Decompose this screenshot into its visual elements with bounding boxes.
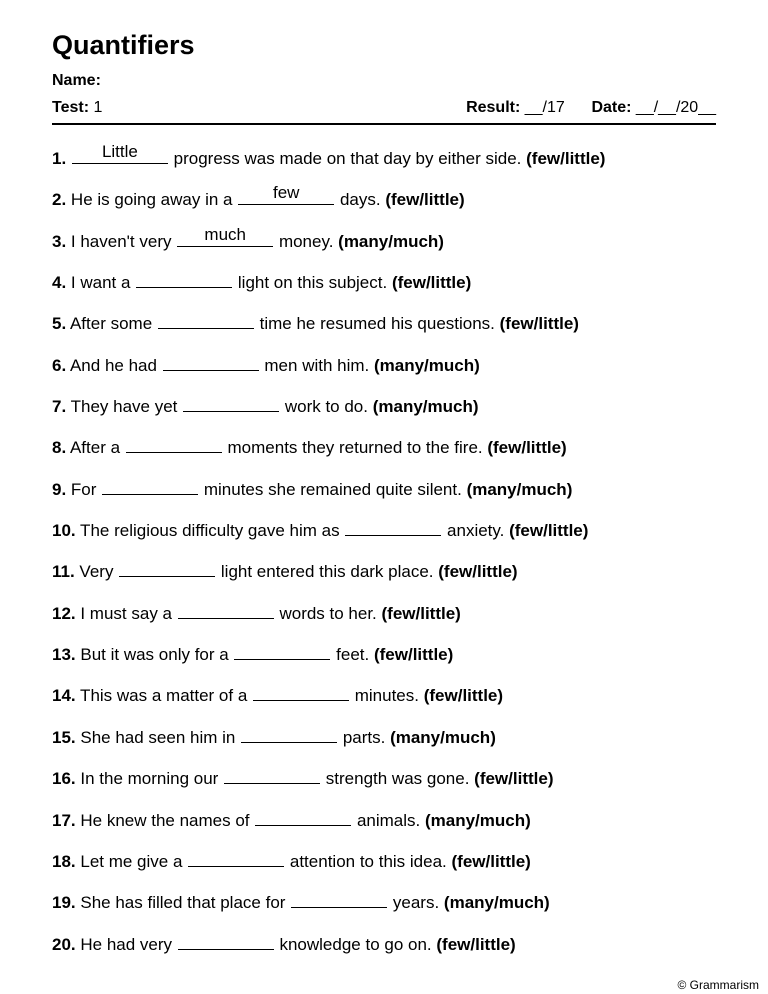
result-label: Result: [466, 99, 521, 116]
question-text-before: He had very [75, 934, 177, 954]
question-item [52, 931, 752, 972]
answer-text: few [273, 183, 300, 203]
test-label: Test: [52, 99, 90, 116]
question-number: 12. [52, 603, 76, 623]
question-item [52, 310, 752, 351]
choice-hint: (few/little) [438, 562, 518, 582]
question-text-before: I want a [66, 273, 136, 293]
answer-blank[interactable] [241, 724, 337, 743]
question-text-after: strength was gone. [321, 769, 475, 789]
question-text-before: The religious difficulty gave him as [75, 521, 345, 541]
question-number: 19. [52, 893, 76, 913]
question-text-after: time he resumed his questions. [254, 314, 500, 334]
question-item [52, 682, 752, 723]
answer-blank[interactable] [345, 517, 441, 536]
question-text-before: He is going away in a [66, 190, 238, 210]
choice-hint: (few/little) [373, 645, 454, 665]
question-item [52, 600, 752, 641]
answer-text: Little [101, 142, 138, 161]
answer-blank[interactable] [178, 931, 274, 950]
question-number: 9. [52, 479, 67, 499]
question-text-after: knowledge to go on. [274, 934, 437, 954]
question-number: 5. [52, 314, 67, 334]
question-item [52, 224, 752, 269]
answer-blank[interactable] [158, 310, 254, 329]
answer-blank[interactable] [253, 682, 349, 701]
question-text-before: Let me give a [75, 851, 188, 871]
date-value: __/__/20__ [631, 99, 716, 116]
answer-text: much [204, 224, 246, 244]
result-date-group [466, 99, 716, 117]
answer-blank[interactable] [72, 142, 168, 164]
choice-hint: (many/much) [424, 810, 531, 830]
answer-blank[interactable] [238, 183, 334, 205]
answer-blank[interactable] [102, 476, 198, 495]
question-item [52, 724, 752, 765]
question-item [52, 393, 752, 434]
choice-hint: (few/little) [499, 314, 579, 334]
question-number: 15. [52, 727, 76, 747]
choice-hint: (few/little) [509, 521, 589, 541]
question-text-before: After a [66, 438, 125, 458]
question-text-after: progress was made on that day by either side. [168, 149, 527, 168]
question-text-before: She had seen him in [75, 727, 241, 747]
question-text-after: work to do. [280, 397, 373, 417]
question-text-before [66, 149, 71, 168]
question-text-after: animals. [352, 810, 425, 830]
question-text-before: I must say a [75, 603, 177, 623]
question-text-before: But it was only for a [75, 645, 234, 665]
question-text-after: minutes. [350, 686, 424, 706]
question-text-after: days. [335, 190, 386, 210]
question-text-before: After some [66, 314, 157, 334]
question-text-before: And he had [66, 355, 162, 375]
question-text-after: money. [274, 231, 339, 251]
answer-blank[interactable] [178, 600, 274, 619]
answer-blank[interactable] [183, 393, 279, 412]
choice-hint: (many/much) [372, 397, 479, 417]
question-item [52, 889, 752, 930]
question-text-after: light on this subject. [233, 273, 392, 293]
copyright-footer: © Grammarism [677, 978, 759, 992]
choice-hint: (few/little) [451, 851, 531, 871]
choice-hint: (few/little) [436, 934, 516, 954]
question-item [52, 517, 752, 558]
question-item [52, 807, 752, 848]
question-number: 20. [52, 934, 76, 954]
choice-hint: (many/much) [373, 355, 480, 375]
question-text-after: moments they returned to the fire. [222, 438, 488, 458]
answer-blank[interactable] [177, 224, 273, 247]
question-number: 6. [52, 355, 67, 375]
header-divider [52, 123, 716, 125]
question-number: 2. [52, 190, 67, 210]
question-list [52, 142, 752, 972]
question-number: 18. [52, 851, 76, 871]
question-text-before: They have yet [66, 397, 183, 417]
question-text-before: He knew the names of [75, 810, 255, 830]
question-number: 11. [52, 562, 75, 582]
choice-hint: (many/much) [390, 727, 496, 747]
answer-blank[interactable] [119, 558, 215, 577]
question-item [52, 269, 752, 310]
page-title: Quantifiers [52, 30, 195, 60]
question-text-before: This was a matter of a [75, 686, 253, 706]
question-text-before: She has filled that place for [75, 893, 291, 913]
question-item [52, 352, 752, 393]
answer-blank[interactable] [188, 848, 284, 867]
question-text-after: feet. [331, 645, 374, 665]
answer-blank[interactable] [255, 807, 351, 826]
question-item [52, 558, 752, 599]
choice-hint: (few/little) [391, 273, 472, 293]
question-text-before: For [66, 479, 102, 499]
question-text-before: Very [74, 562, 119, 582]
question-text-after: minutes she remained quite silent. [199, 479, 467, 499]
question-number: 17. [52, 810, 76, 830]
question-text-after: parts. [338, 727, 391, 747]
question-number: 7. [52, 397, 67, 417]
choice-hint: (many/much) [466, 479, 573, 499]
question-number: 3. [52, 231, 67, 251]
name-field[interactable] [52, 72, 101, 90]
choice-hint: (few/little) [385, 190, 465, 210]
question-item [52, 476, 752, 517]
name-label: Name: [52, 72, 101, 89]
question-item [52, 848, 752, 889]
question-text-before: I haven't very [66, 231, 177, 251]
date-label: Date: [591, 99, 632, 116]
question-text-after: years. [388, 893, 444, 913]
answer-blank[interactable] [136, 269, 232, 288]
choice-hint: (many/much) [443, 893, 550, 913]
answer-blank[interactable] [224, 765, 320, 784]
answer-blank[interactable] [234, 641, 330, 660]
choice-hint: (few/little) [526, 149, 606, 168]
question-number: 10. [52, 521, 76, 541]
question-text-after: men with him. [259, 355, 374, 375]
question-item [52, 142, 752, 186]
question-number: 1. [52, 149, 67, 168]
result-value: __/17 [520, 99, 565, 116]
question-text-after: light entered this dark place. [216, 562, 439, 582]
test-value: 1 [89, 99, 103, 116]
answer-blank[interactable] [291, 889, 387, 908]
test-meta-row [52, 99, 716, 117]
question-text-before: In the morning our [75, 769, 224, 789]
choice-hint: (few/little) [423, 686, 504, 706]
answer-blank[interactable] [163, 352, 259, 371]
question-number: 16. [52, 769, 76, 789]
question-number: 14. [52, 686, 76, 706]
question-item [52, 765, 752, 806]
question-item [52, 183, 752, 227]
question-text-after: attention to this idea. [285, 851, 452, 871]
question-number: 4. [52, 273, 67, 293]
choice-hint: (few/little) [487, 438, 567, 458]
question-item [52, 434, 752, 475]
choice-hint: (few/little) [381, 603, 461, 623]
question-text-after: anxiety. [442, 521, 510, 541]
question-number: 8. [52, 438, 67, 458]
answer-blank[interactable] [126, 434, 222, 453]
choice-hint: (many/much) [338, 231, 444, 251]
choice-hint: (few/little) [474, 769, 554, 789]
question-item [52, 641, 752, 682]
question-text-after: words to her. [274, 603, 382, 623]
question-number: 13. [52, 645, 76, 665]
